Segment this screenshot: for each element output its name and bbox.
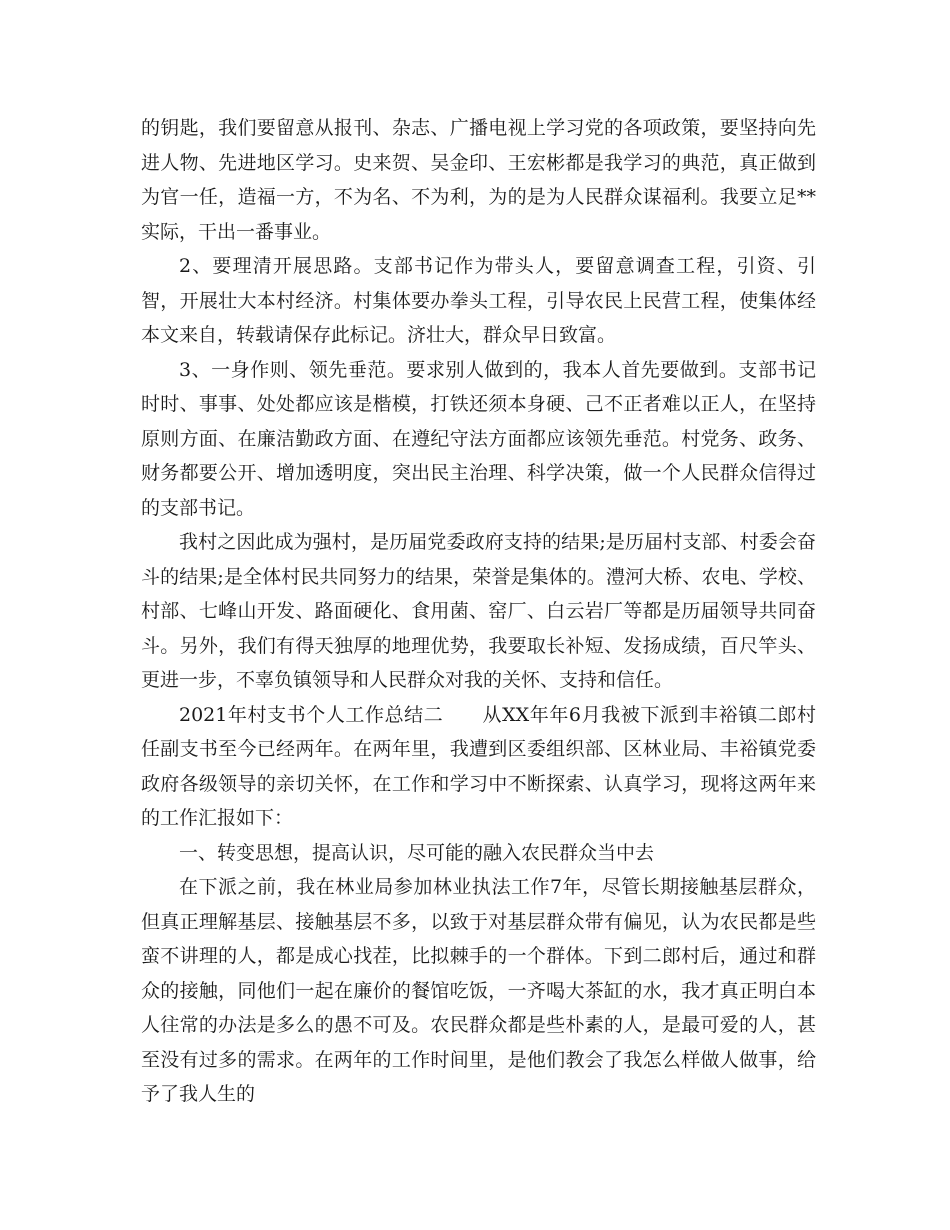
paragraph-2: 2、要理清开展思路。支部书记作为带头人，要留意调查工程，引资、引智，开展壮大本村经济。村集体要办拳头工程，引导农民上民营工程，使集体经本文来自，转载请保存此标记。济壮大，群众早日致富。: [141, 255, 816, 346]
paragraph-6: 在下派之前，我在林业局参加林业执法工作7年，尽管长期接触基层群众，但真正理解基层、接触基层不多，以致于对基层群众带有偏见，认为农民都是些蛮不讲理的人，都是成心找茬，比拟棘手的一个群体。下到二郎村后，通过和群众的接触，同他们一起在廉价的餐馆吃饭，一齐喝大茶缸的水，我才真正明白本人往常的办法是多么的愚不可及。农民群众都是些朴素的人，是最可爱的人，甚至没有过多的需求。在两年的工作时间里，是他们教会了我怎么样做人做事，给予了我人生的: [141, 876, 816, 1105]
section-heading: 一、转变思想，提高认识，尽可能的融入农民群众当中去: [179, 841, 655, 864]
paragraph-5: 2021年村支书个人工作总结二 从XX年年6月我被下派到丰裕镇二郎村任副支书至今已经两年。在两年里，我遭到区委组织部、区林业局、丰裕镇党委政府各级领导的亲切关怀，在工作和学习中不断探索、认真学习，现将这两年来的工作汇报如下：: [141, 703, 816, 829]
paragraph-1: 的钥匙，我们要留意从报刊、杂志、广播电视上学习党的各项政策，要坚持向先进人物、先进地区学习。史来贺、吴金印、王宏彬都是我学习的典范，真正做到为官一任，造福一方，不为名、不为利，为的是为人民群众谋福利。我要立足**实际，干出一番事业。: [141, 117, 816, 243]
paragraph-3: 3、一身作则、领先垂范。要求别人做到的，我本人首先要做到。支部书记时时、事事、处处都应该是楷模，打铁还须本身硬、己不正者难以正人，在坚持原则方面、在廉洁勤政方面、在遵纪守法方面都应该领先垂范。村党务、政务、财务都要公开、增加透明度，突出民主治理、科学决策，做一个人民群众信得过的支部书记。: [141, 358, 816, 519]
paragraph-4: 我村之因此成为强村，是历届党委政府支持的结果;是历届村支部、村委会奋斗的结果;是全体村民共同努力的结果，荣誉是集体的。澧河大桥、农电、学校、村部、七峰山开发、路面硬化、食用菌、窑厂、白云岩厂等都是历届领导共同奋斗。另外，我们有得天独厚的地理优势，我要取长补短、发扬成绩，百尺竿头、更进一步，不辜负镇领导和人民群众对我的关怀、支持和信任。: [141, 531, 816, 691]
body-text: [141, 111, 816, 1112]
